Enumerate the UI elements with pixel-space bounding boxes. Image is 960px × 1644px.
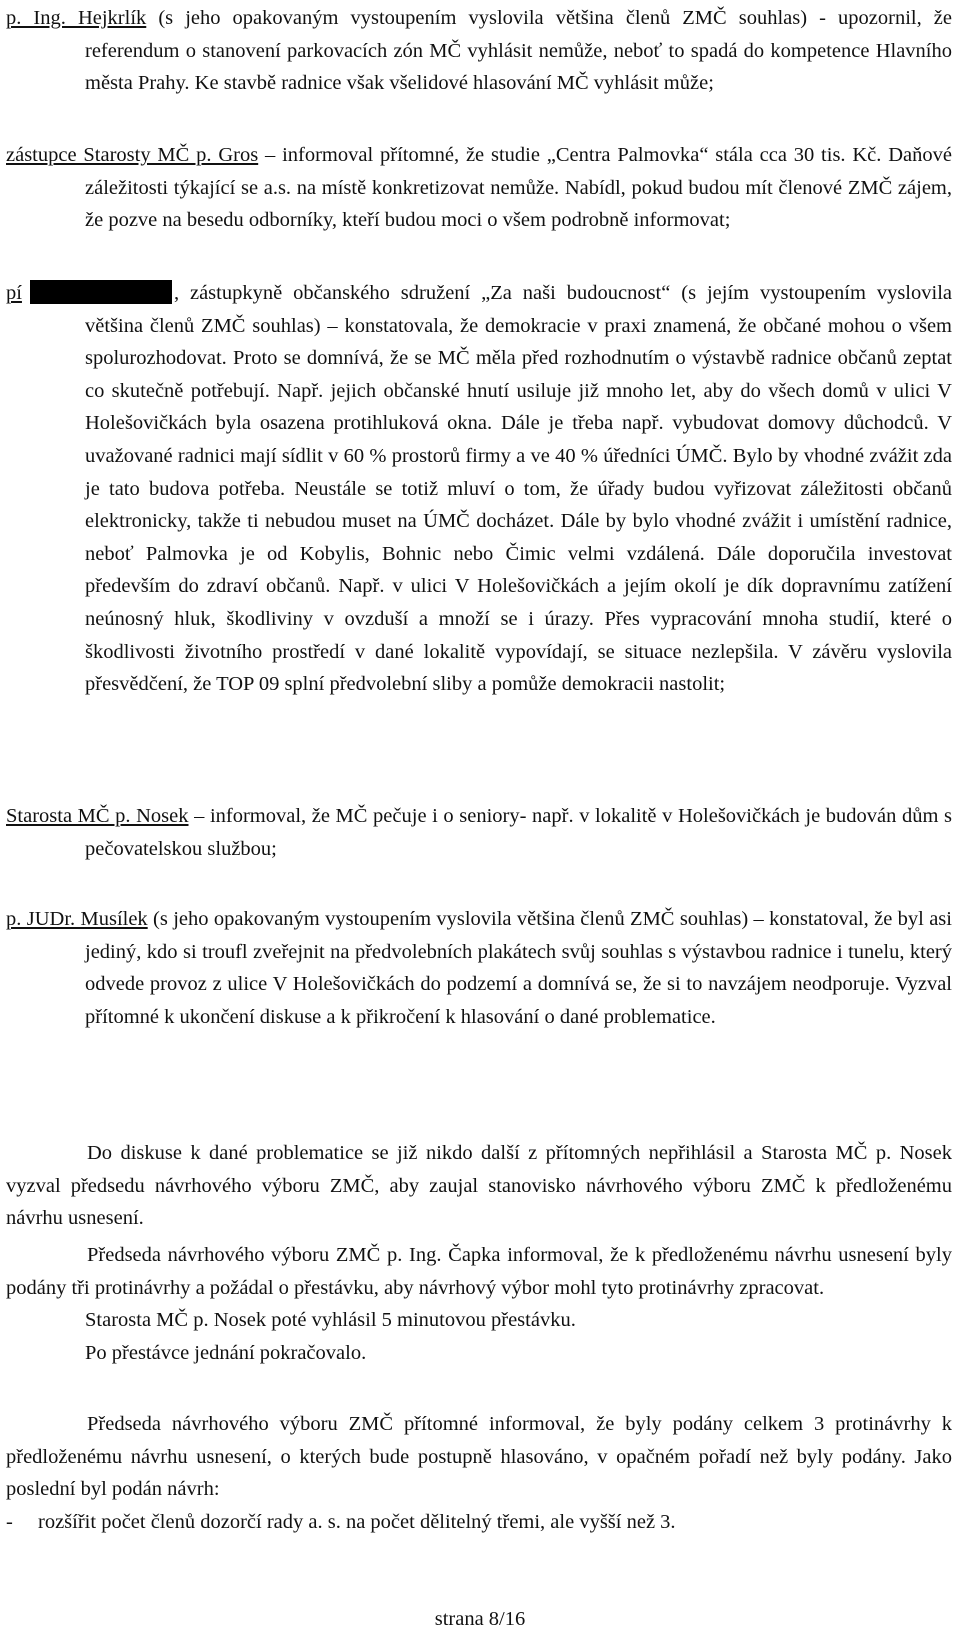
entry-text: – informoval přítomné, že studie „Centra Palmovka“ stála cca 30 tis. Kč. Daňové záležitosti týkající se a.s. na místě konkretizovat nemůže. Nabídl, pokud budou mít členové ZMČ zájem, že pozve na besedu odborníky, kteří budou moci o všem podrobně informovat; [85, 144, 952, 232]
announcement-line: Starosta MČ p. Nosek poté vyhlásil 5 minutovou přestávku. [85, 1309, 576, 1332]
redacted-name-block [30, 280, 172, 304]
entry-paragraph [6, 139, 952, 237]
entry-text: (s jeho opakovaným vystoupením vyslovila většina členů ZMČ souhlas) – konstatoval, že byl asi jediný, kdo si troufl zveřejnit na předvolebních plakátech svůj souhlas s výstavbou radnice i tunelu, který odvede provoz z ulice V Holešovičkách do podzemí a domnívá se, že si to navzájem neodporuje. Vyzval přítomné k ukončení diskuse a k přikročení k hlasování o dané problematice. [85, 908, 952, 1028]
speaker-name: zástupce Starosty MČ p. Gros [6, 144, 259, 166]
speaker-entry-musilek [6, 903, 952, 1033]
list-item [6, 1506, 952, 1539]
entry-paragraph [6, 903, 952, 1033]
paragraph-text: Předseda návrhového výboru ZMČ p. Ing. Čapka informoval, že k předloženému návrhu usnesení byly podány tři protinávrhy a požádal o přestávku, aby návrhový výbor mohl tyto protinávrhy zpracovat. [6, 1244, 952, 1299]
entry-text: – informoval, že MČ pečuje i o seniory- např. v lokalitě v Holešovičkách je budován dům s pečovatelskou službou; [85, 805, 953, 860]
paragraph-chair-1 [6, 1239, 952, 1369]
resume-line: Po přestávce jednání pokračovalo. [85, 1341, 367, 1364]
speaker-entry-hejkrlik [6, 2, 952, 100]
list-marker: - [6, 1510, 13, 1533]
speaker-name: p. Ing. Hejkrlík [6, 7, 147, 29]
page-number: strana 8/16 [434, 1608, 526, 1630]
paragraph-discussion-end [6, 1137, 952, 1235]
speaker-name: pí [6, 282, 22, 304]
speaker-entry-gros [6, 139, 952, 237]
list-item-text: rozšířit počet členů dozorčí rady a. s. na počet dělitelný třemi, ale vyšší než 3. [38, 1510, 676, 1533]
entry-paragraph [6, 800, 952, 865]
entry-paragraph [6, 277, 952, 701]
paragraph-text: Předseda návrhového výboru ZMČ přítomné informoval, že byly podány celkem 3 protinávrhy k předloženému návrhu usnesení, o kterých bude postupně hlasováno, v opačném pořadí než byly podány. Jako poslední byl podán návrh: [6, 1413, 952, 1501]
speaker-entry-nosek [6, 800, 952, 865]
speaker-name: p. JUDr. Musílek [6, 908, 148, 930]
speaker-entry-redacted [6, 277, 952, 701]
paragraph-text: Do diskuse k dané problematice se již nikdo další z přítomných nepřihlásil a Starosta MČ p. Nosek vyzval předsedu návrhového výboru ZMČ, aby zaujal stanovisko návrhového výboru ZMČ k předloženému návrhu usnesení. [6, 1142, 952, 1230]
speaker-name: Starosta MČ p. Nosek [6, 805, 189, 827]
entry-text: , zástupkyně občanského sdružení „Za naši budoucnost“ (s jejím vystoupením vyslovila většina členů ZMČ souhlas) – konstatovala, že demokracie v praxi znamená, že občané mohou o všem spolurozhodovat. Proto se domnívá, že se MČ měla před rozhodnutím o výstavbě radnice občanů zeptat co skutečně potřebují. Např. jejich občanské hnutí usiluje již mnoho let, aby do všech domů v ulici V Holešovičkách byla osazena protihluková okna. Dále je třeba např. vybudovat domovy důchodců. V uvažované radnici mají sídlit v 60 % prostorů firmy a ve 40 % úředníci ÚMČ. Bylo by vhodné zvážit zda je tato budova potřeba. Neustále se totiž mluví o tom, že úřady budou vyřizovat záležitosti občanů elektronicky, takže ti nebudou muset na ÚMČ docházet. Dále by bylo vhodné zvážit i umístění radnice, neboť Palmovka je od Kobylis, Bohnic nebo Čimic velmi vzdálená. Dále doporučila investovat především do zdraví občanů. Např. v ulici V Holešovičkách a jejím okolí je dík dopravnímu zatížení neúnosný hluk, škodliviny v ovzduší a množí se i úrazy. Přes vypracování mnoha studií, které o škodlivosti životního prostředí v dané lokalitě vypovídají, se situace nezlepšila. V závěru vyslovila přesvědčení, že TOP 09 splní předvolební sliby a pomůže demokracii nastolit; [85, 282, 952, 696]
entry-text: (s jeho opakovaným vystoupením vyslovila většina členů ZMČ souhlas) - upozornil, že referendum o stanovení parkovacích zón MČ vyhlásit nemůže, neboť to spadá do kompetence Hlavního města Prahy. Ke stavbě radnice však všelidové hlasování MČ vyhlásit může; [85, 7, 952, 95]
entry-paragraph [6, 2, 952, 100]
paragraph-chair-2 [6, 1408, 952, 1538]
